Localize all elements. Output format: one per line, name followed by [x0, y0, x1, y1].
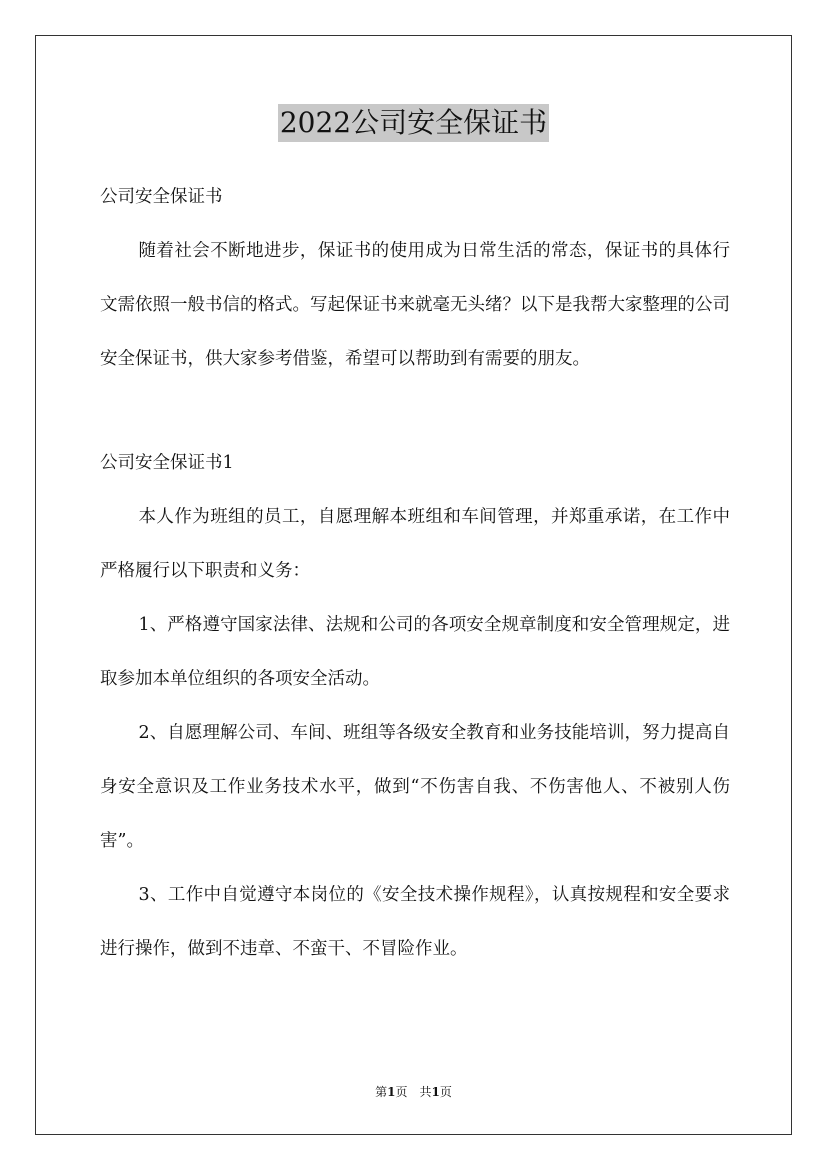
- footer-total-pages: 1: [431, 1085, 440, 1099]
- page-footer: [0, 1083, 827, 1101]
- paragraph-item-3: 3、工作中自觉遵守本岗位的《安全技术操作规程》，认真按规程和安全要求进行操作，做到不违章、不蛮干、不冒险作业。: [100, 885, 730, 959]
- paragraph-item-1: 1、严格遵守国家法律、法规和公司的各项安全规章制度和安全管理规定，进取参加本单位组织的各项安全活动。: [100, 615, 730, 689]
- footer-current-page: 1: [387, 1085, 396, 1099]
- footer-suffix: 页: [439, 1085, 452, 1099]
- section-heading: 公司安全保证书1: [100, 453, 234, 473]
- footer-mid: 页 共: [395, 1085, 432, 1099]
- document-title: 2022公司安全保证书: [278, 104, 549, 142]
- document-subtitle: 公司安全保证书: [100, 187, 223, 207]
- intro-paragraph: 随着社会不断地进步，保证书的使用成为日常生活的常态，保证书的具体行文需依照一般书信的格式。写起保证书来就毫无头绪？以下是我帮大家整理的公司安全保证书，供大家参考借鉴，希望可以帮助到有需要的朋友。: [100, 241, 730, 369]
- section-spacer: [100, 386, 730, 436]
- footer-prefix: 第: [375, 1085, 388, 1099]
- paragraph-item-2: 2、自愿理解公司、车间、班组等各级安全教育和业务技能培训，努力提高自身安全意识及工作业务技术水平，做到“不伤害自我、不伤害他人、不被别人伤害”。: [100, 723, 730, 851]
- document-body: [100, 170, 730, 976]
- document-title-wrapper: [0, 104, 827, 146]
- paragraph-commitment: 本人作为班组的员工，自愿理解本班组和车间管理，并郑重承诺，在工作中严格履行以下职责和义务：: [100, 507, 730, 581]
